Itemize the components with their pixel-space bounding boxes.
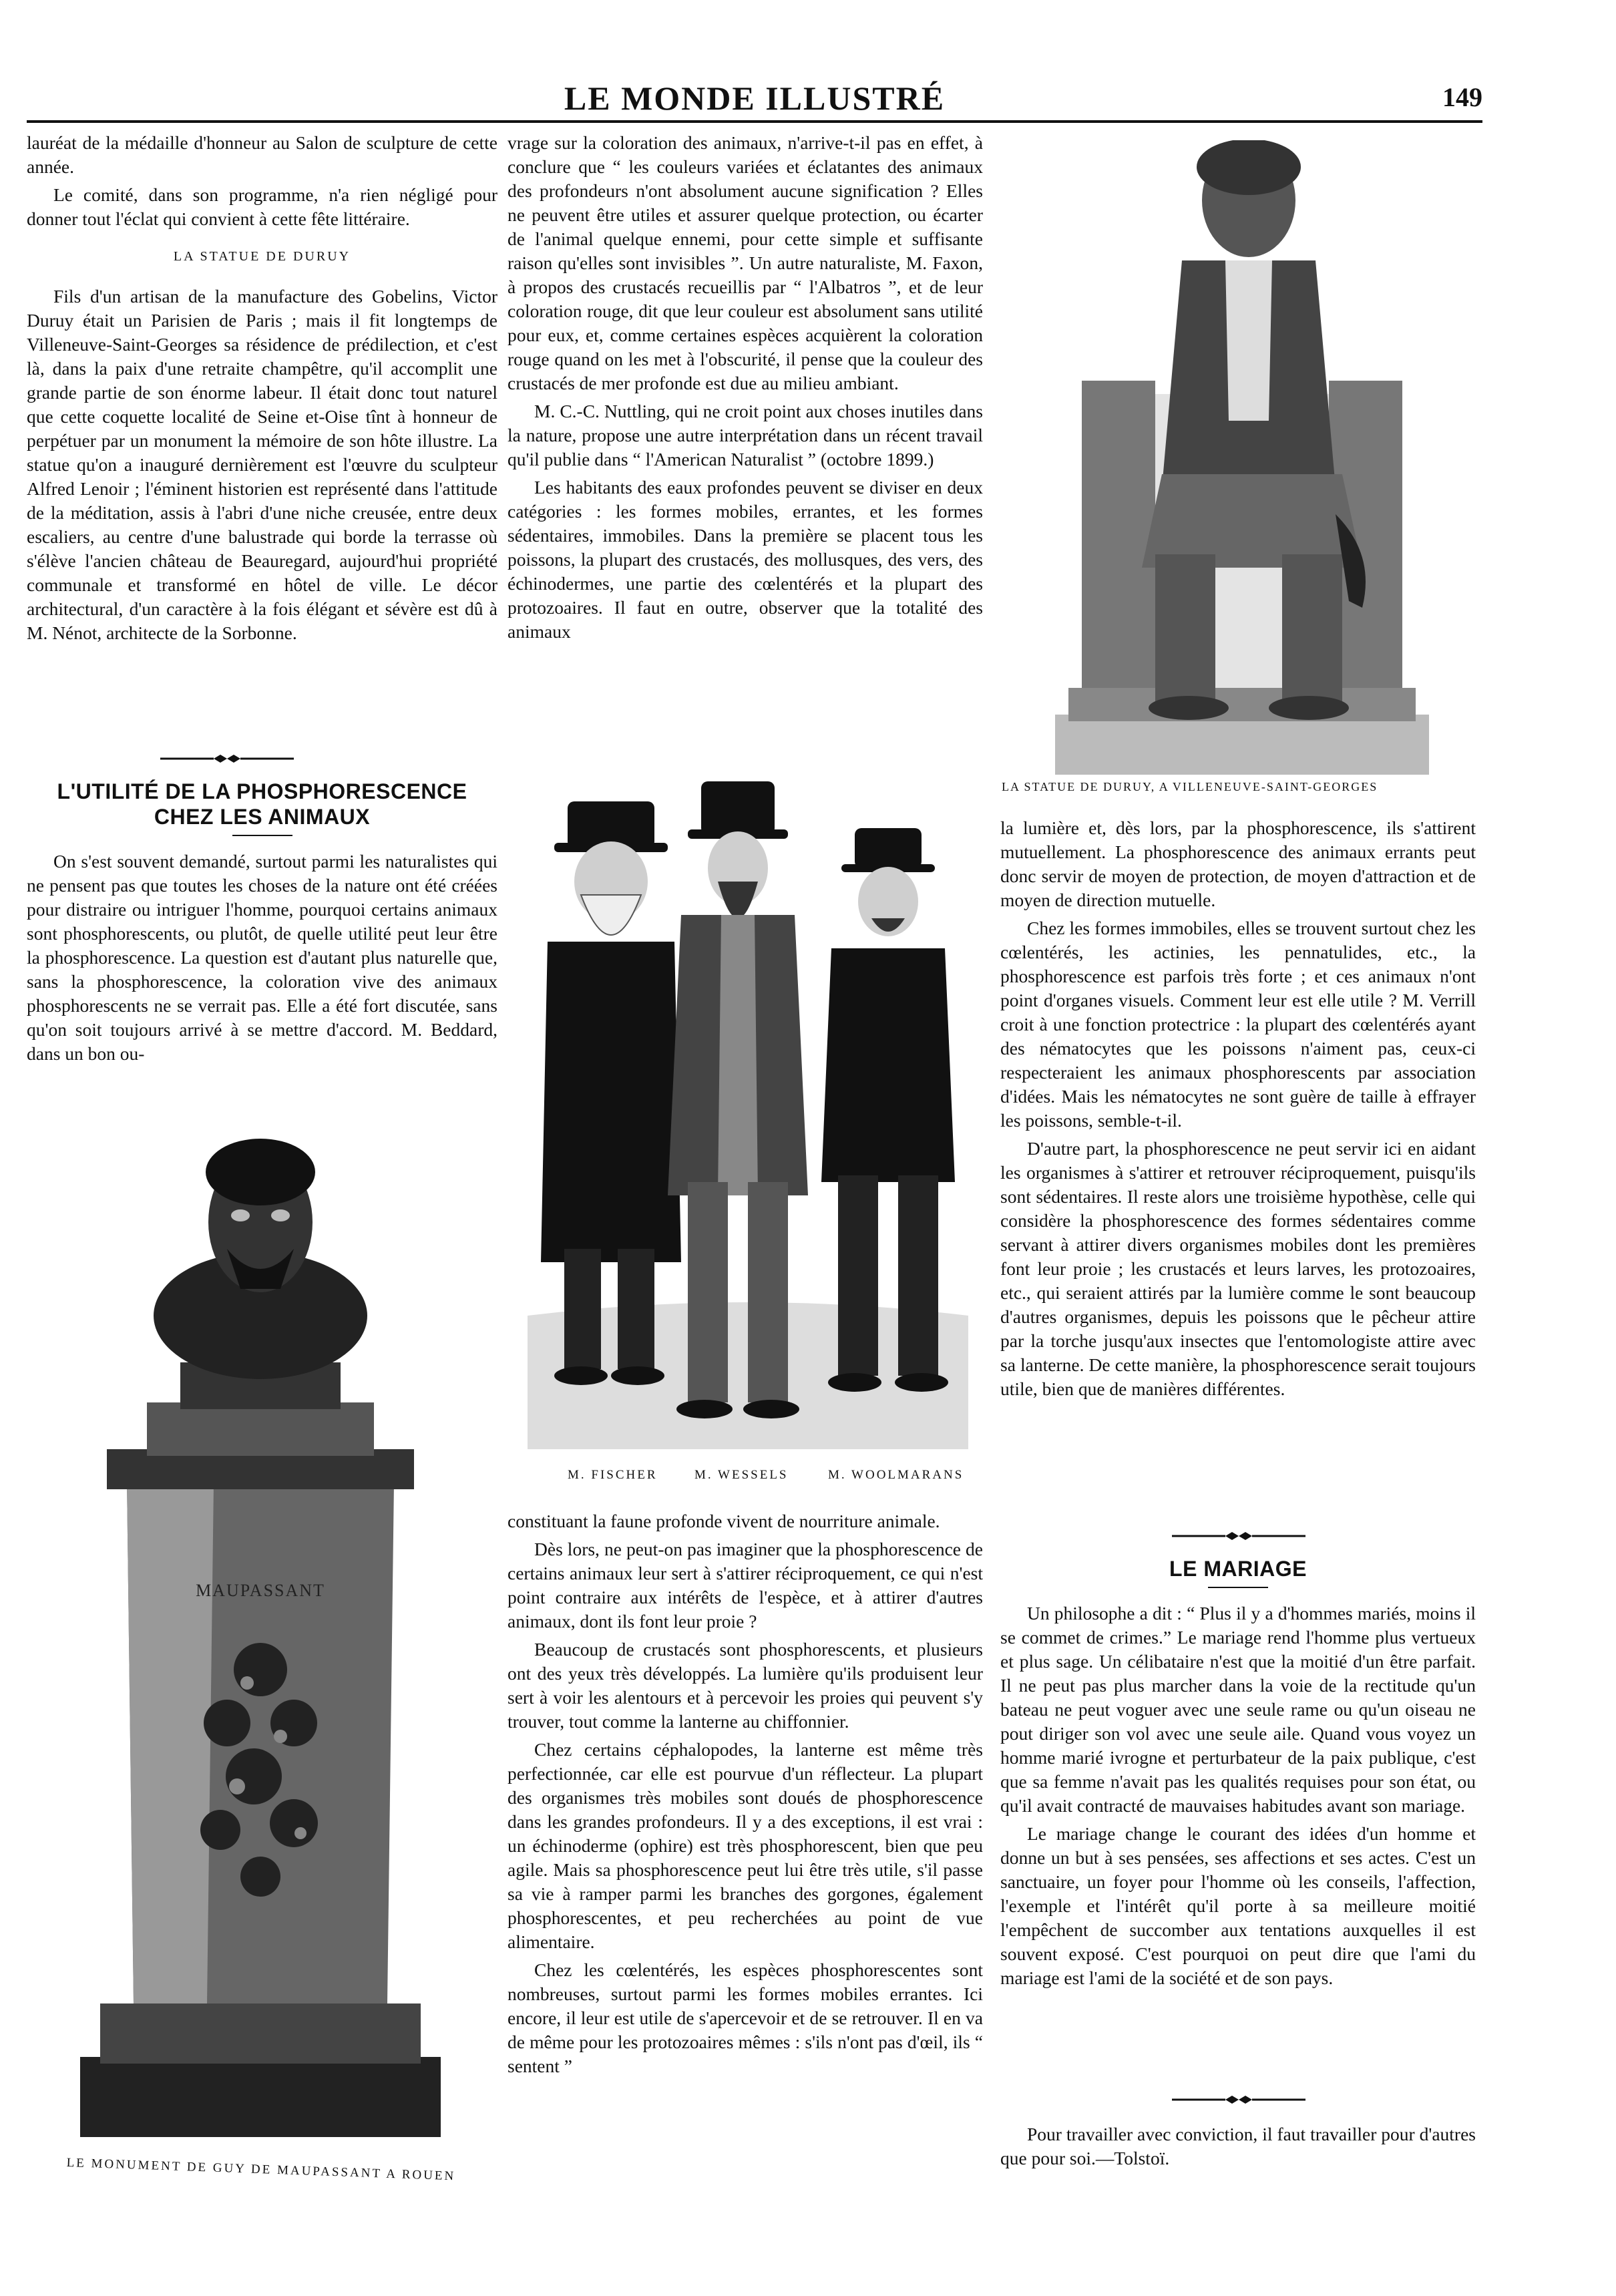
- phospho-column-2-bottom: [508, 1509, 983, 2082]
- phospho-col2-paragraph-2: M. C.-C. Nuttling, qui ne croit point aux choses inutiles dans la nature, propose une autre interprétation dans un récent travail qu'il publie dans “ l'American Naturalist ” (octobre 1899.): [508, 401, 983, 469]
- ornament-divider: [1172, 1529, 1305, 1543]
- page-number: 149: [1442, 82, 1482, 112]
- phospho-column-3: [1000, 816, 1476, 1405]
- phospho-col2b-paragraph-1: constituant la faune profonde vivent de nourriture animale.: [508, 1511, 940, 1531]
- phospho-col3-paragraph-1: la lumière et, dès lors, par la phosphorescence, ils s'attirent mutuellement. La phosphorescence des animaux errants peut donc servir de moyen de protection, de moyen d'attraction et de moyen de direction mutuelle.: [1000, 817, 1476, 910]
- duruy-paragraph: Fils d'un artisan de la manufacture des Gobelins, Victor Duruy était un Parisien de Paris ; mais il fit longtemps de Villeneuve-Saint-Georges sa résidence de prédilection, et c'est là, dans la paix d'une retraite champêtre, qu'il accomplit une grande partie de son énorme labeur. Il était donc tout naturel que cette coquette localité de Seine et-Oise tînt à honneur de perpétuer par un monument la mémoire de son hôte illustre. La statue qu'on a inauguré dernièrement est l'œuvre du sculpteur Alfred Lenoir ; l'éminent historien est représenté dans l'attitude de la méditation, assis à l'abri d'une niche creusée, entre deux escaliers, au centre d'une balustrade qui borde la terrasse où s'élève l'ancien château de Beauregard, aujourd'hui propriété communale et transformé en hôtel de ville. Le décor architectural, d'un caractère à la fois élégant et sévère est dû à M. Nénot, architecte de la Sorbonne.: [27, 286, 497, 643]
- newspaper-title: LE MONDE ILLUSTRÉ: [564, 79, 946, 117]
- phospho-col3-paragraph-3: D'autre part, la phosphorescence ne peut servir ici en aidant les organismes à s'attirer et retrouver réciproquement, puisqu'ils sont sédentaires. Il reste alors une troisième hypothèse, celle qui considère la phosphorescence des formes sédentaires comme servant à attirer divers organismes mobiles dont les premières font leur proie ; les crustacés et leurs larves, les protozoaires, etc., qui seraient attirés par la lumière comme le sont beaucoup d'autres organismes, depuis les poissons que le pêcheur attire par la torche jusqu'aux insectes que l'entomologiste attire avec sa lanterne. De cette manière, la phosphorescence serait toujours utile, bien que de manières différentes.: [1000, 1138, 1476, 1399]
- duruy-statue-illustration: [1055, 140, 1429, 775]
- mariage-paragraph-2: Le mariage change le courant des idées d'un homme et donne un but à ses pensées, ses affections et ses actes. C'est un sanctuaire, un foyer pour l'homme où les conseils, l'affection, l'exemple et l'intérêt qu'il porte à sa meilleure moitié l'empêchent de succomber aux tentations auxquelles il est souvent exposé. C'est pourquoi on peut dire que l'ami du mariage est l'ami de la société et de son pays.: [1000, 1823, 1476, 1988]
- duruy-subheading: LA STATUE DE DURUY: [173, 249, 351, 264]
- headline-rule: [1208, 1587, 1268, 1588]
- phospho-col3-paragraph-2: Chez les formes immobiles, elles se trouvent surtout chez les cœlentérés, les actinies, les pennatulides, etc., la phosphorescence est parfois très forte ; et ces animaux n'ont point d'organes visuels. Comment leur est elle utile ? M. Verrill croit à une fonction protectrice : la plupart des cœlentérés ayant des nématocytes que les poissons n'aiment pas, ceux-ci respecteraient les animaux phosphorescents par association d'idées. Mais les nématocytes ne sont guère de taille à effrayer les poissons, semble-t-il.: [1000, 918, 1476, 1131]
- masthead: [27, 79, 1482, 123]
- headline-rule: [232, 835, 292, 836]
- tolstoi-quote-text: Pour travailler avec conviction, il faut travailler pour d'autres que pour soi.—Tolstoï.: [1000, 2124, 1476, 2168]
- mariage-article: [1000, 1556, 1476, 1994]
- maupassant-caption: LE MONUMENT DE GUY DE MAUPASSANT A ROUEN: [66, 2156, 456, 2184]
- duruy-statue-caption: LA STATUE DE DURUY, A VILLENEUVE-SAINT-GEORGES: [1002, 780, 1378, 793]
- maupassant-monument-illustration: [80, 1135, 441, 2137]
- ornament-divider: [160, 752, 294, 765]
- phospho-headline-line1: L'UTILITÉ DE LA PHOSPHORESCENCE: [57, 779, 467, 803]
- phospho-col2b-paragraph-3: Beaucoup de crustacés sont phosphorescents, et plusieurs ont des yeux très développés. La lumière qu'ils produisent leur sert à voir les alentours et à percevoir les proies qui peuvent s'y trouver, tout comme la lanterne au chiffonnier.: [508, 1639, 983, 1732]
- phospho-paragraph-1: On s'est souvent demandé, surtout parmi les naturalistes qui ne pensent pas que toutes les choses de la nature ont été créées pour distraire ou intriguer l'homme, pourquoi certains animaux sont phosphorescents, ou plutôt, de quelle utilité peut leur être la phosphorescence. La question est d'autant plus naturelle que, sans la phosphorescence, la coloration vive des animaux phosphorescents ne se verrait pas. Elle a été fort discutée, sans qu'on soit toujours arrivé à se mettre d'accord. M. Beddard, dans un bon ou-: [27, 851, 497, 1064]
- men-caption-woolmarans: M. WOOLMARANS: [828, 1468, 964, 1482]
- intro-paragraph-2: Le comité, dans son programme, n'a rien négligé pour donner tout l'éclat qui convient à cette fête littéraire.: [27, 184, 497, 229]
- men-caption-fischer: M. FISCHER: [568, 1468, 658, 1482]
- monument-inscription: MAUPASSANT: [196, 1581, 325, 1600]
- mariage-paragraph-1: Un philosophe a dit : “ Plus il y a d'hommes mariés, moins il se commet de crimes.” Le mariage rend l'homme plus vertueux et plus sage. Un célibataire n'est que la moitié d'un être parfait. Il ne peut pas plus marcher dans la voie de la rectitude qu'un bateau ne peut voguer avec une seule rame ou qu'un oiseau ne pout diriger son vol avec une seule aile. Quand vous voyez un homme marié ivrogne et perturbateur de la paix publique, c'est que sa femme n'avait pas les qualités requises pour son état, ou qu'il avait contracté de mauvaises habitudes avant son mariage.: [1000, 1603, 1476, 1816]
- phospho-col2-paragraph-1: vrage sur la coloration des animaux, n'arrive-t-il pas en effet, à conclure que “ les couleurs variées et éclatantes des animaux des profondeurs n'ont absolument aucune signification ? Elles ne peuvent être utiles et assurer quelque protection, ou écarter de l'animal quelque ennemi, pour cette simple et suffisante raison qu'elles sont invisibles ”. Un autre naturaliste, M. Faxon, à propos des crustacés recueillis par “ l'Albatros ”, et de leur coloration rouge, dit que leur couleur est absolument sans utilité pour eux, et, comme certaines espèces acquièrent la coloration rouge quand on les met à l'obscurité, il pense que la couleur des crustacés de mer profonde est due au milieu ambiant.: [508, 132, 983, 393]
- phospho-col2b-paragraph-4: Chez certains céphalopodes, la lanterne est même très perfectionnée, car elle est pourvue d'un réflecteur. La plupart des organismes très mobiles sont doués de phosphorescence dans les grandes profondeurs. Il y a des exceptions, il est vrai : un échinoderme (ophire) est très phosphorescent, bien que peu agile. Mais sa phosphorescence peut lui être très utile, s'il passe sa vie à ramper parmi les branches des gorgones, également phosphorescentes, et peu recherchées au point de vue alimentaire.: [508, 1739, 983, 1952]
- phospho-col2b-paragraph-2: Dès lors, ne peut-on pas imaginer que la phosphorescence de certains animaux leur sert à s'attirer réciproquement, ce qui n'est point contraire aux intérêts de l'espèce, et à attirer d'autres animaux, dont ils font leur proie ?: [508, 1539, 983, 1632]
- mariage-headline: LE MARIAGE: [1169, 1557, 1307, 1581]
- intro-paragraph-1: lauréat de la médaille d'honneur au Salon de sculpture de cette année.: [27, 132, 497, 177]
- phospho-col2-paragraph-3: Les habitants des eaux profondes peuvent se diviser en deux catégories : les formes mobiles, errantes, et les formes sédentaires, immobiles. Dans la première se placent tous les poissons, la plupart des crustacés, des mollusques, des vers, des échinodermes, une partie des cœlentérés et la plupart des protozoaires. Il faut en outre, observer que la totalité des animaux: [508, 477, 983, 642]
- tolstoi-quote: [1000, 2122, 1476, 2174]
- phospho-column-2-top: [508, 131, 983, 648]
- ornament-divider: [1172, 2093, 1305, 2106]
- phospho-column-1: [27, 779, 497, 1070]
- three-men-illustration: [528, 781, 968, 1449]
- phospho-col2b-paragraph-5: Chez les cœlentérés, les espèces phosphorescentes sont nombreuses, surtout parmi les formes mobiles errantes. Ici encore, il leur est utile de s'apercevoir et de se retrouver. Il en va de même pour les protozoaires mêmes : s'ils n'ont pas d'œil, ils “ sentent ”: [508, 1959, 983, 2076]
- phospho-headline-line2: CHEZ LES ANIMAUX: [154, 805, 371, 829]
- column-1-top: [27, 131, 497, 649]
- men-caption-wessels: M. WESSELS: [694, 1468, 789, 1482]
